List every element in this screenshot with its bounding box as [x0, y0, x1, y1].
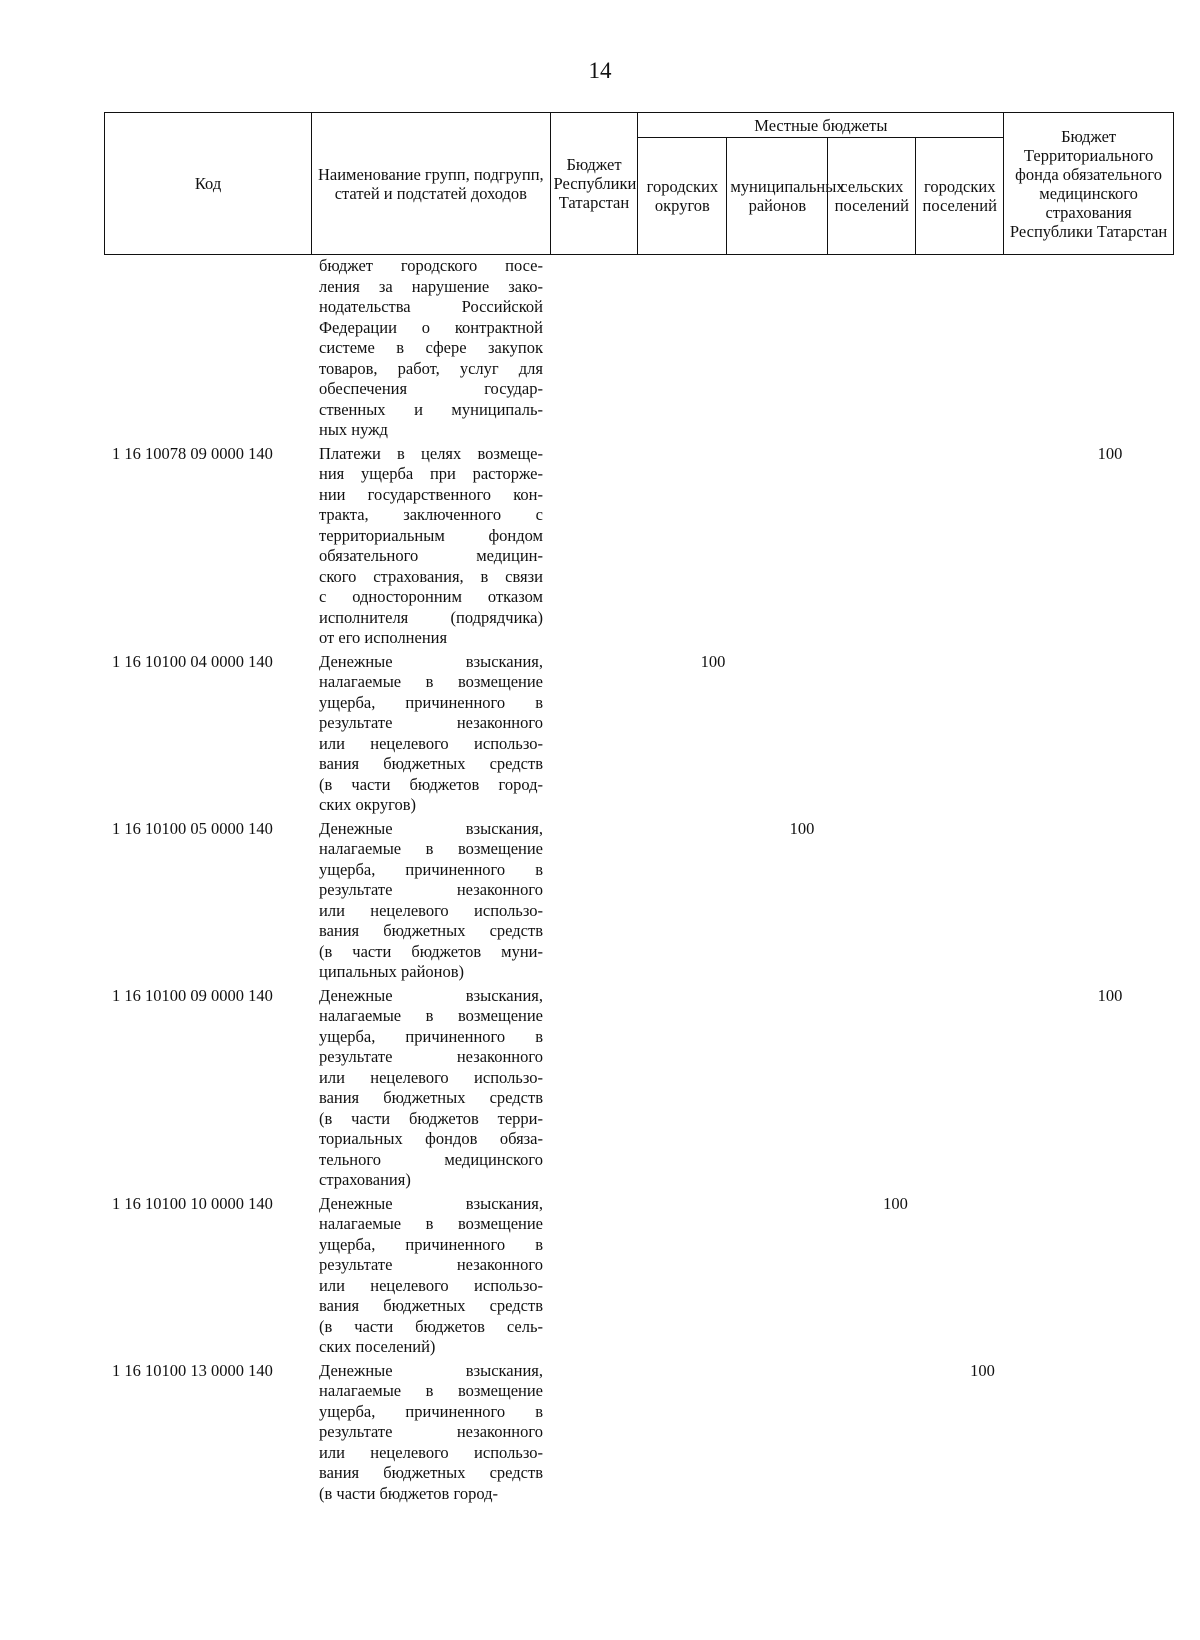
row-name-line: результате незаконного	[319, 1255, 543, 1274]
row-name-line: ных нужд	[319, 420, 388, 439]
row-name-line: ственных и муниципаль-	[319, 399, 543, 419]
row-name-line: налагаемые в возмещение	[319, 839, 543, 858]
header-rt-budget: Бюджет Республики Татарстан	[550, 113, 638, 255]
row-name-line: (в части бюджетов терри-	[319, 1108, 543, 1128]
row-name-line: Денежные взыскания,	[319, 1193, 543, 1213]
row-name-line: налагаемые в возмещение	[319, 1006, 543, 1025]
header-name: Наименование групп, подгрупп, статей и подстатей доходов	[312, 113, 550, 255]
row-code: 1 16 10100 04 0000 140	[112, 651, 273, 671]
row-name-line: или нецелевого использо-	[319, 1067, 543, 1087]
row-name-line: (в части бюджетов город-	[319, 1483, 498, 1503]
row-name	[319, 444, 543, 649]
row-name-line: нии государственного кон-	[319, 484, 543, 504]
row-name-line: налагаемые в возмещение	[319, 1214, 543, 1233]
row-name-line: ущерба, причиненного в	[319, 1234, 543, 1254]
header-territorial-fund: Бюджет Территориального фонда обязательного медицинского страхования Республики Татарстан	[1004, 113, 1174, 255]
row-name-line: вания бюджетных средств	[319, 1088, 543, 1107]
header-urban-settlements: городских поселений	[916, 138, 1004, 255]
table-body	[104, 256, 1174, 1504]
table-row	[104, 1194, 1174, 1358]
value-municipal-districts: 100	[789, 818, 815, 838]
row-name-line: Денежные взыскания,	[319, 985, 543, 1005]
row-name-line: обязательного медицин-	[319, 546, 543, 565]
row-name-line: (в части бюджетов муни-	[319, 941, 543, 961]
value-territorial-fund: 100	[1097, 985, 1123, 1005]
row-name-line: результате незаконного	[319, 1047, 543, 1066]
row-code: 1 16 10100 05 0000 140	[112, 818, 273, 838]
row-name-line: ториальных фондов обяза-	[319, 1129, 543, 1148]
row-name-line: вания бюджетных средств	[319, 1463, 543, 1482]
row-name-line: нодательства Российской	[319, 297, 543, 316]
row-name-line: Федерации о контрактной	[319, 317, 543, 337]
row-code: 1 16 10100 13 0000 140	[112, 1360, 273, 1380]
row-name-line: вания бюджетных средств	[319, 1296, 543, 1315]
row-name-line: вания бюджетных средств	[319, 754, 543, 773]
row-name-line: результате незаконного	[319, 713, 543, 732]
row-name-line: Денежные взыскания,	[319, 1360, 543, 1380]
header-municipal-districts: муниципальных районов	[727, 138, 828, 255]
row-code: 1 16 10078 09 0000 140	[112, 443, 273, 463]
row-name-line: тельного медицинского	[319, 1149, 543, 1169]
row-name-line: от его исполнения	[319, 628, 448, 647]
row-name-line: Денежные взыскания,	[319, 818, 543, 838]
row-name-line: с односторонним отказом	[319, 587, 543, 606]
table-row	[104, 652, 1174, 816]
value-territorial-fund: 100	[1097, 443, 1123, 463]
row-name	[319, 256, 543, 441]
row-name-line: или нецелевого использо-	[319, 900, 543, 920]
row-name-line: ущерба, причиненного в	[319, 1026, 543, 1046]
row-name-line: (в части бюджетов город-	[319, 774, 543, 794]
row-name-line: ских поселений)	[319, 1337, 436, 1356]
row-name-line: товаров, работ, услуг для	[319, 358, 543, 378]
row-name-line: страхования)	[319, 1170, 411, 1189]
row-name-line: ления за нарушение зако-	[319, 276, 543, 296]
row-name-line: налагаемые в возмещение	[319, 672, 543, 691]
row-name-line: ских округов)	[319, 795, 416, 814]
row-name-line: ущерба, причиненного в	[319, 859, 543, 879]
table-row	[104, 819, 1174, 983]
row-name-line: исполнителя (подрядчика)	[319, 607, 543, 627]
table-row	[104, 1361, 1174, 1505]
row-name-line: ципальных районов)	[319, 962, 465, 981]
row-code: 1 16 10100 09 0000 140	[112, 985, 273, 1005]
row-name-line: результате незаконного	[319, 1422, 543, 1441]
row-name-line: налагаемые в возмещение	[319, 1381, 543, 1400]
row-name	[319, 1194, 543, 1358]
value-rural-settlements: 100	[883, 1193, 908, 1213]
row-name-line: или нецелевого использо-	[319, 1275, 543, 1295]
row-name	[319, 1361, 543, 1505]
row-name-line: ского страхования, в связи	[319, 566, 543, 586]
row-name-line: обеспечения государ-	[319, 379, 543, 398]
table-row	[104, 444, 1174, 649]
row-name-line: или нецелевого использо-	[319, 733, 543, 753]
table-row	[104, 256, 1174, 441]
row-code: 1 16 10100 10 0000 140	[112, 1193, 273, 1213]
row-name-line: Платежи в целях возмеще-	[319, 443, 543, 463]
row-name-line: ния ущерба при расторже-	[319, 464, 543, 483]
row-name-line: территориальным фондом	[319, 525, 543, 545]
row-name-line: ущерба, причиненного в	[319, 1401, 543, 1421]
row-name-line: или нецелевого использо-	[319, 1442, 543, 1462]
page-number: 14	[588, 58, 612, 83]
table-row	[104, 986, 1174, 1191]
row-name-line: тракта, заключенного с	[319, 505, 543, 524]
header-local-budgets: Местные бюджеты	[638, 113, 1004, 138]
table-header	[104, 112, 1174, 255]
row-name-line: системе в сфере закупок	[319, 338, 543, 357]
header-city-districts: городских округов	[638, 138, 727, 255]
row-name	[319, 652, 543, 816]
row-name	[319, 819, 543, 983]
value-urban-settlements: 100	[970, 1360, 995, 1380]
row-name	[319, 986, 543, 1191]
row-name-line: вания бюджетных средств	[319, 921, 543, 940]
header-code: Код	[105, 113, 312, 255]
row-name-line: результате незаконного	[319, 880, 543, 899]
row-name-line: Денежные взыскания,	[319, 651, 543, 671]
header-rural-settlements: сельских поселений	[828, 138, 916, 255]
row-name-line: (в части бюджетов сель-	[319, 1316, 543, 1336]
value-city-districts: 100	[700, 651, 726, 671]
row-name-line: ущерба, причиненного в	[319, 692, 543, 712]
row-name-line: бюджет городского посе-	[319, 256, 543, 275]
